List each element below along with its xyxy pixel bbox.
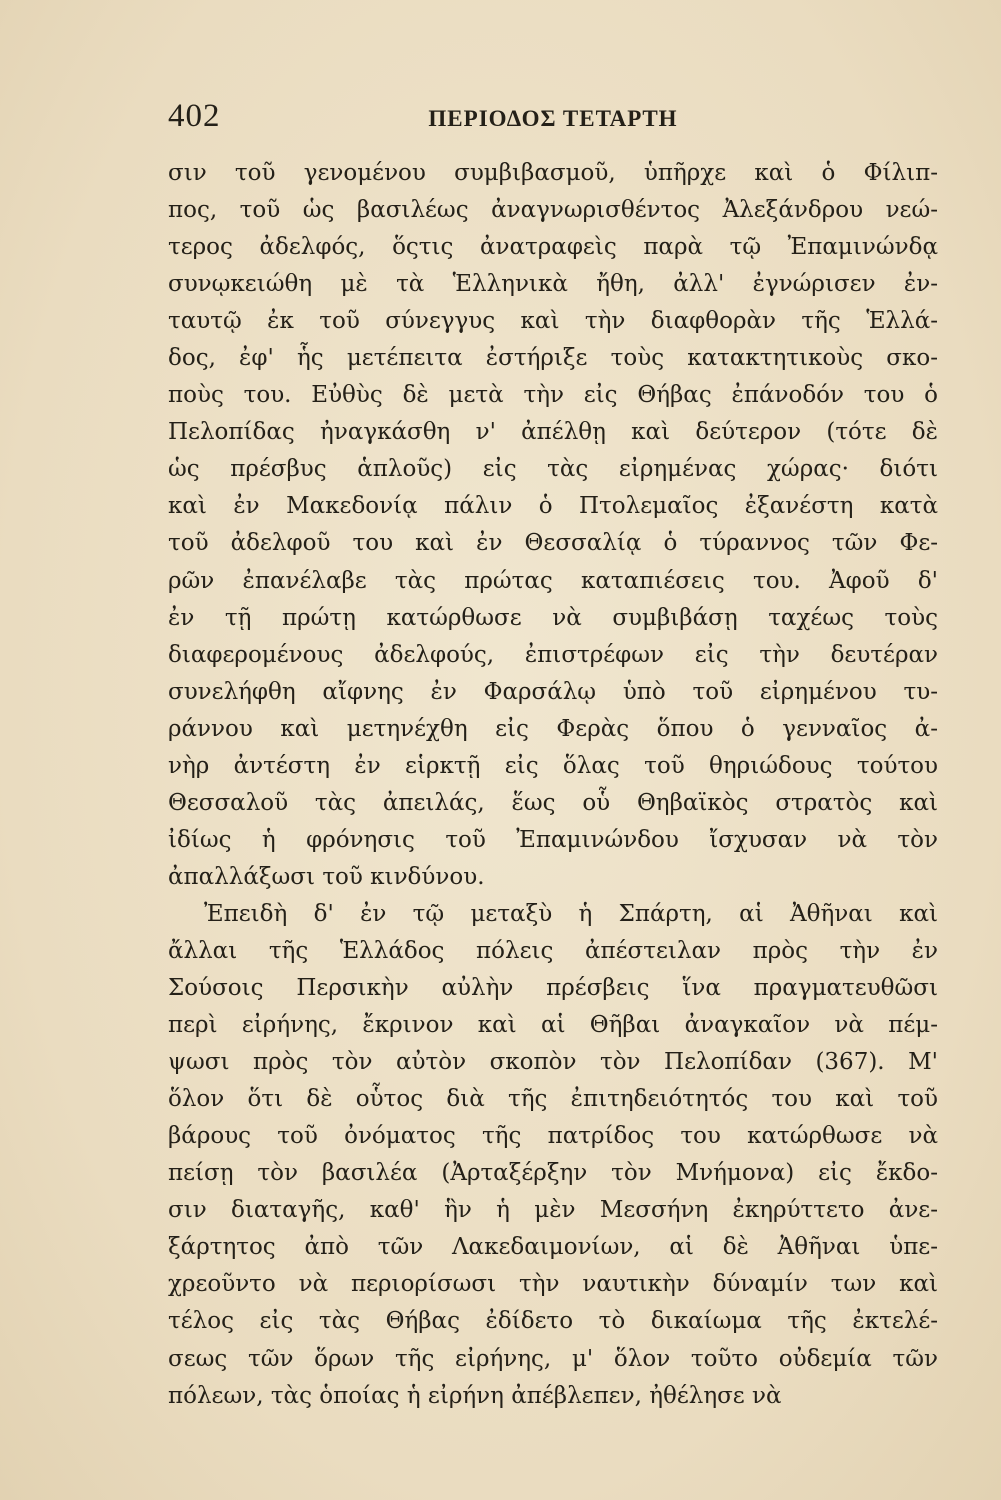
paragraph	[168, 155, 938, 896]
text-line: συνῳκειώθη μὲ τὰ Ἑλληνικὰ ἤθη, ἀλλ' ἐγνώρισεν ἐν-	[168, 271, 938, 298]
text-line: ράννου καὶ μετηνέχθη εἰς Φερὰς ὅπου ὁ γενναῖος ἀ-	[168, 715, 938, 742]
text-line: νὴρ ἀντέστη ἐν εἱρκτῇ εἰς ὅλας τοῦ θηριώδους τούτου	[168, 752, 938, 779]
text-line: ρῶν ἐπανέλαβε τὰς πρώτας καταπιέσεις του. Ἀφοῦ δ'	[168, 567, 938, 594]
text-line: δος, ἐφ' ἧς μετέπειτα ἐστήριξε τοὺς κατακτητικοὺς σκο-	[168, 345, 938, 372]
text-line: καὶ ἐν Μακεδονίᾳ πάλιν ὁ Πτολεμαῖος ἐξανέστη κατὰ	[168, 493, 938, 520]
text-line: ὡς πρέσβυς ἁπλοῦς) εἰς τὰς εἰρημένας χώρας· διότι	[168, 456, 938, 483]
text-line: σιν διαταγῆς, καθ' ἣν ἡ μὲν Μεσσήνη ἐκηρύττετο ἀνε-	[168, 1197, 938, 1224]
text-line: σεως τῶν ὅρων τῆς εἰρήνης, μ' ὅλον τοῦτο οὐδεμία τῶν	[168, 1345, 938, 1372]
text-line: Σούσοις Περσικὴν αὐλὴν πρέσβεις ἵνα πραγματευθῶσι	[168, 975, 938, 1002]
text-line: τερος ἀδελφός, ὅςτις ἀνατραφεὶς παρὰ τῷ Ἐπαμινώνδᾳ	[168, 234, 938, 261]
text-line: διαφερομένους ἀδελφούς, ἐπιστρέφων εἰς τὴν δευτέραν	[168, 641, 938, 668]
text-line: τοῦ ἀδελφοῦ του καὶ ἐν Θεσσαλίᾳ ὁ τύραννος τῶν Φε-	[168, 530, 938, 557]
text-line: Ἐπειδὴ δ' ἐν τῷ μεταξὺ ἡ Σπάρτη, αἱ Ἀθῆναι καὶ	[204, 900, 938, 927]
page-header	[168, 98, 938, 148]
text-line: σιν τοῦ γενομένου συμβιβασμοῦ, ὑπῆρχε καὶ ὁ Φίλιπ-	[168, 160, 938, 186]
text-line: ποὺς του. Εὐθὺς δὲ μετὰ τὴν εἰς Θήβας ἐπάνοδόν του ὁ	[168, 382, 938, 409]
text-line: περὶ εἰρήνης, ἔκρινον καὶ αἱ Θῆβαι ἀναγκαῖον νὰ πέμ-	[168, 1012, 938, 1039]
paragraph	[168, 896, 938, 1415]
body-text	[168, 155, 938, 1415]
text-line: πόλεων, τὰς ὁποίας ἡ εἰρήνη ἀπέβλεπεν, ἠθέλησε νὰ	[168, 1382, 782, 1409]
page-number: 402	[168, 98, 221, 134]
text-line: ταυτῷ ἐκ τοῦ σύνεγγυς καὶ τὴν διαφθορὰν τῆς Ἑλλά-	[168, 308, 938, 335]
text-line: τέλος εἰς τὰς Θήβας ἐδίδετο τὸ δικαίωμα τῆς ἐκτελέ-	[168, 1308, 938, 1335]
text-line: ἄλλαι τῆς Ἑλλάδος πόλεις ἀπέστειλαν πρὸς τὴν ἐν	[168, 937, 938, 964]
text-line: ψωσι πρὸς τὸν αὐτὸν σκοπὸν τὸν Πελοπίδαν (367). Μ'	[168, 1049, 938, 1076]
text-line: Θεσσαλοῦ τὰς ἀπειλάς, ἕως οὗ Θηβαϊκὸς στρατὸς καὶ	[168, 789, 938, 816]
running-head: ΠΕΡΙΟΔΟΣ ΤΕΤΑΡΤΗ	[428, 106, 678, 131]
text-line: ἀπαλλάξωσι τοῦ κινδύνου.	[168, 863, 485, 890]
text-line: ἰδίως ἡ φρόνησις τοῦ Ἐπαμινώνδου ἴσχυσαν νὰ τὸν	[168, 826, 938, 853]
text-line: βάρους τοῦ ὀνόματος τῆς πατρίδος του κατώρθωσε νὰ	[168, 1123, 938, 1150]
text-line: ἐν τῇ πρώτῃ κατώρθωσε νὰ συμβιβάσῃ ταχέως τοὺς	[168, 604, 938, 631]
text-line: χρεοῦντο νὰ περιορίσωσι τὴν ναυτικὴν δύναμίν των καὶ	[168, 1271, 938, 1298]
text-line: Πελοπίδας ἠναγκάσθη ν' ἀπέλθῃ καὶ δεύτερον (τότε δὲ	[168, 419, 938, 446]
text-line: πος, τοῦ ὡς βασιλέως ἀναγνωρισθέντος Ἀλεξάνδρου νεώ-	[168, 197, 938, 224]
text-line: συνελήφθη αἴφνης ἐν Φαρσάλῳ ὑπὸ τοῦ εἰρημένου τυ-	[168, 678, 938, 705]
text-line: ξάρτητος ἀπὸ τῶν Λακεδαιμονίων, αἱ δὲ Ἀθῆναι ὑπε-	[168, 1234, 938, 1261]
text-line: πείσῃ τὸν βασιλέα (Ἀρταξέρξην τὸν Μνήμονα) εἰς ἔκδο-	[168, 1160, 938, 1187]
text-line: ὅλον ὅτι δὲ οὗτος διὰ τῆς ἐπιτηδειότητός του καὶ τοῦ	[168, 1086, 938, 1113]
